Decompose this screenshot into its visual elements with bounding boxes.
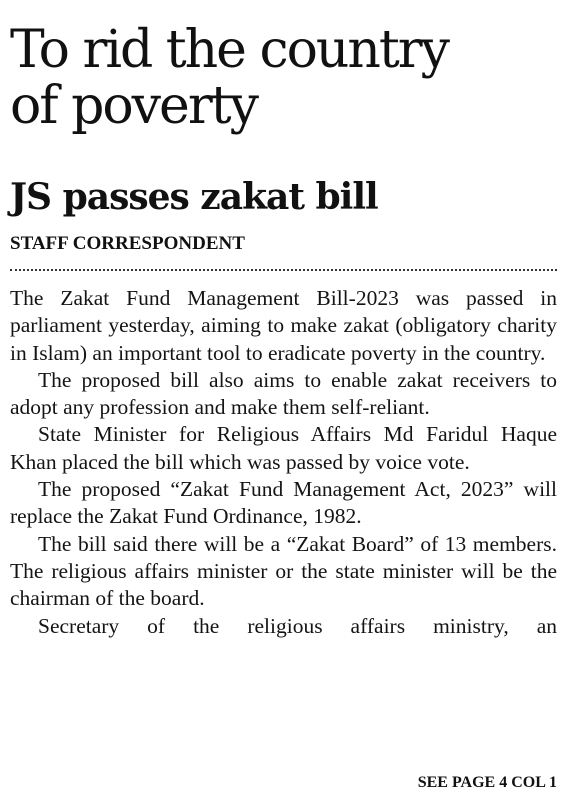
paragraph: State Minister for Religious Affairs Md Faridul Haque Khan placed the bill which was passed by voice vote. [10, 422, 557, 474]
headline-line-2: of poverty [10, 76, 257, 136]
kicker: JS passes zakat bill [10, 176, 378, 218]
dotted-divider [10, 269, 557, 271]
headline-line-1: To rid the country [10, 20, 449, 80]
paragraph: The proposed bill also aims to enable zakat receivers to adopt any profession and make them self-reliant. [10, 367, 557, 420]
byline: STAFF CORRESPONDENT [10, 233, 245, 254]
paragraph: The bill said there will be a “Zakat Board” of 13 members. The religious affairs minister or the state minister will be the chairman of the board. [10, 531, 557, 611]
headline [10, 22, 448, 134]
paragraph: The proposed “Zakat Fund Management Act, 2023” will replace the Zakat Fund Ordinance, 1982. [10, 477, 557, 529]
article [10, 0, 557, 808]
paragraph: The Zakat Fund Management Bill-2023 was passed in parliament yesterday, aiming to make zakat (obligatory charity in Islam) an important tool to eradicate poverty in the country. [10, 286, 557, 365]
continuation-jump: SEE PAGE 4 COL 1 [417, 774, 557, 791]
article-body [10, 285, 557, 640]
paragraph: Secretary of the religious affairs ministry, an [38, 613, 557, 638]
